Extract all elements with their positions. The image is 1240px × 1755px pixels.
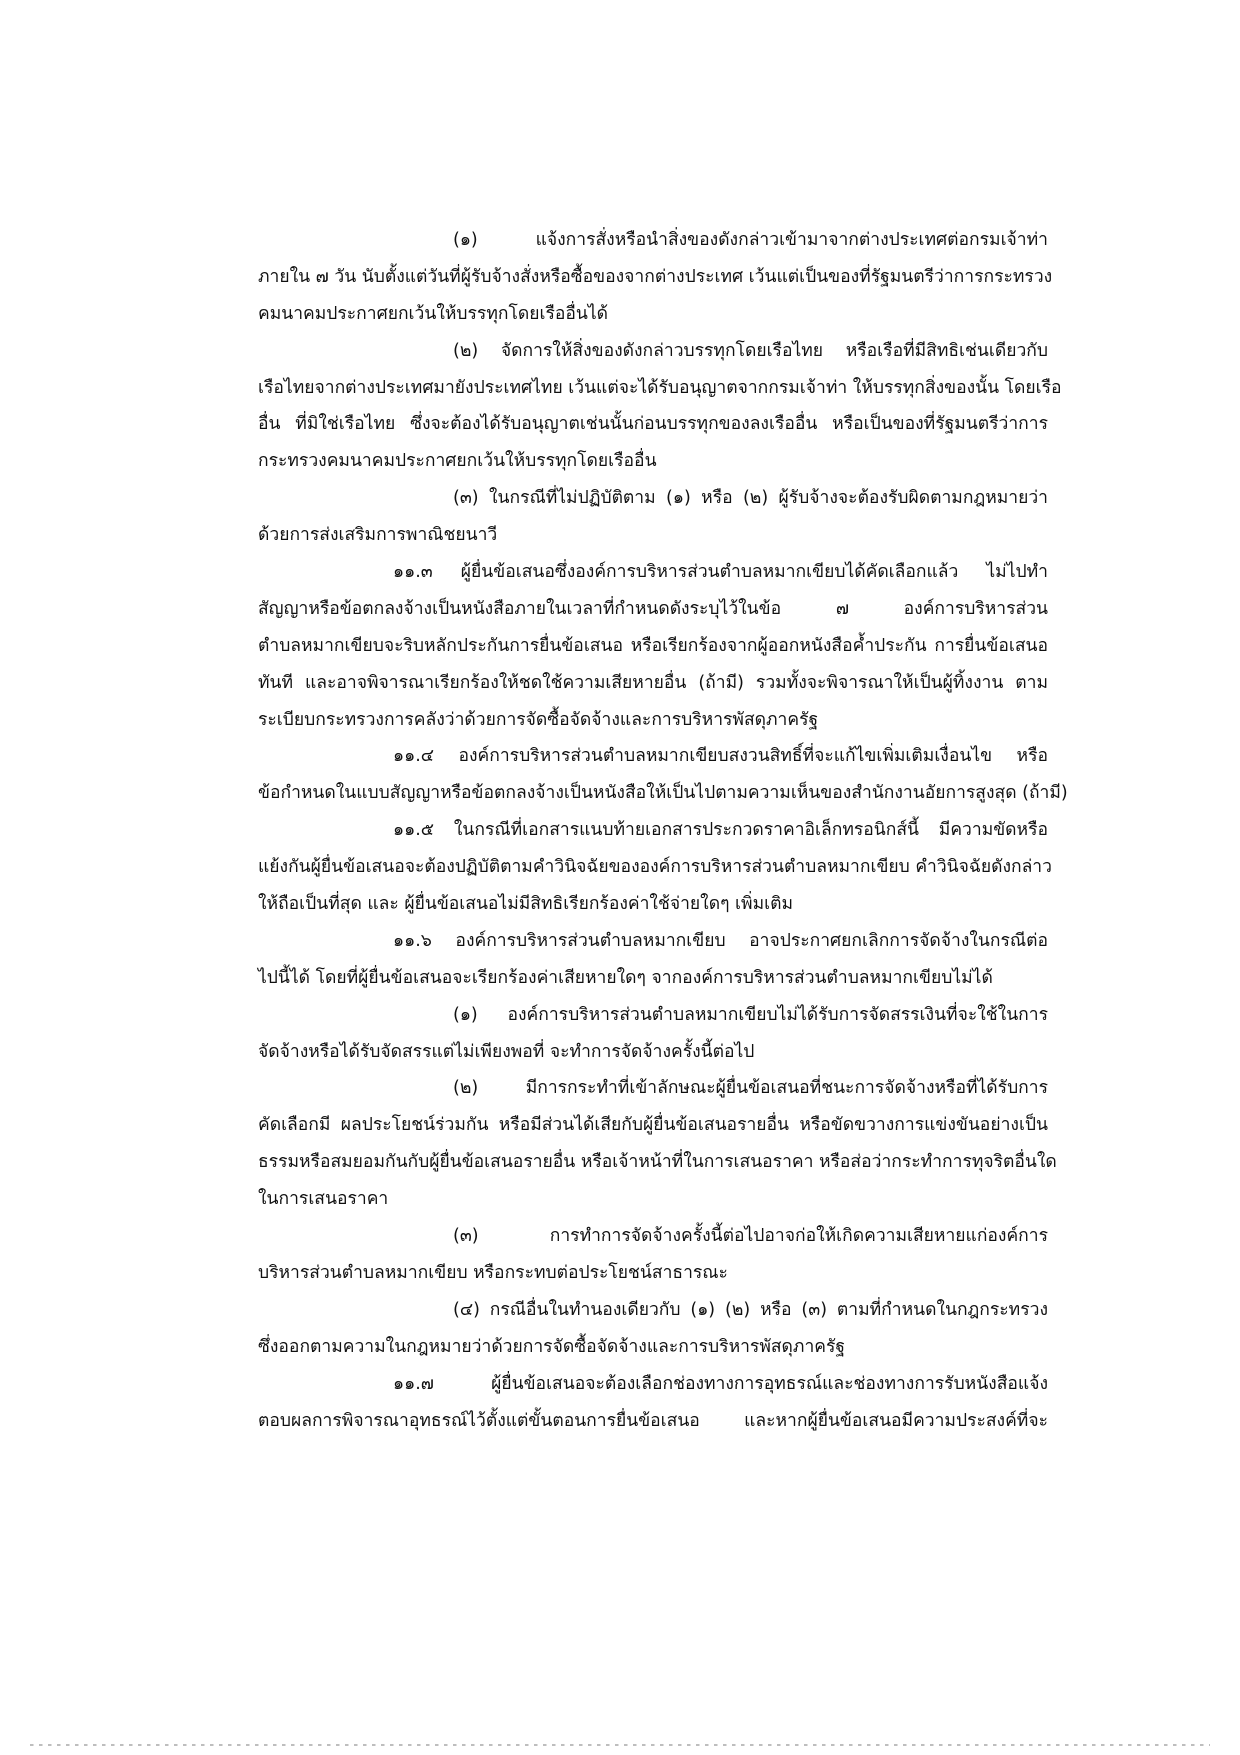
document-line: ระเบียบกระทรวงการคลังว่าด้วยการจัดซื้อจัดจ้างและการบริหารพัสดุภาครัฐ xyxy=(258,709,819,730)
document-line: ให้ถือเป็นที่สุด และ ผู้ยื่นข้อเสนอไม่มีสิทธิเรียกร้องค่าใช้จ่ายใดๆ เพิ่มเติม xyxy=(258,894,793,915)
document-line: คมนาคมประกาศยกเว้นให้บรรทุกโดยเรืออื่นได้ xyxy=(258,303,608,324)
document-line: ๑๑.๓ ผู้ยื่นข้อเสนอซึ่งองค์การบริหารส่วนตำบลหมากเขียบได้คัดเลือกแล้ว ไม่ไปทำ xyxy=(393,562,1048,583)
document-line: ในการเสนอราคา xyxy=(258,1189,389,1210)
document-line: บริหารส่วนตำบลหมากเขียบ หรือกระทบต่อประโยชน์สาธารณะ xyxy=(258,1262,728,1283)
document-line: ๑๑.๔ องค์การบริหารส่วนตำบลหมากเขียบสงวนสิทธิ์ที่จะแก้ไขเพิ่มเติมเงื่อนไข หรือ xyxy=(393,746,1048,767)
document-line: (๒) จัดการให้สิ่งของดังกล่าวบรรทุกโดยเรือไทย หรือเรือที่มีสิทธิเช่นเดียวกับ xyxy=(453,340,1048,361)
document-line: (๓) ในกรณีที่ไม่ปฏิบัติตาม (๑) หรือ (๒) ผู้รับจ้างจะต้องรับผิดตามกฎหมายว่า xyxy=(453,488,1048,509)
document-body xyxy=(258,222,1068,1439)
document-line: (๒) มีการกระทำที่เข้าลักษณะผู้ยื่นข้อเสนอที่ชนะการจัดจ้างหรือที่ได้รับการ xyxy=(453,1078,1048,1099)
document-line: (๔) กรณีอื่นในทำนองเดียวกับ (๑) (๒) หรือ (๓) ตามที่กำหนดในกฎกระทรวง xyxy=(453,1299,1048,1320)
document-line: ด้วยการส่งเสริมการพาณิชยนาวี xyxy=(258,525,498,546)
document-line: ทันที และอาจพิจารณาเรียกร้องให้ชดใช้ความเสียหายอื่น (ถ้ามี) รวมทั้งจะพิจารณาให้เป็นผู้ทิ้งงาน ตาม xyxy=(258,672,1048,693)
document-line: คัดเลือกมี ผลประโยชน์ร่วมกัน หรือมีส่วนได้เสียกับผู้ยื่นข้อเสนอรายอื่น หรือขัดขวางการแข่งขันอย่างเป็น xyxy=(258,1115,1048,1136)
document-line: จัดจ้างหรือได้รับจัดสรรแต่ไม่เพียงพอที่ จะทำการจัดจ้างครั้งนี้ต่อไป xyxy=(258,1041,755,1062)
document-line: ไปนี้ได้ โดยที่ผู้ยื่นข้อเสนอจะเรียกร้องค่าเสียหายใดๆ จากองค์การบริหารส่วนตำบลหมากเขียบไม่ได้ xyxy=(258,967,993,988)
document-line: ธรรมหรือสมยอมกันกับผู้ยื่นข้อเสนอรายอื่น หรือเจ้าหน้าที่ในการเสนอราคา หรือส่อว่ากระทำการทุจริตอื่นใด xyxy=(258,1152,1057,1173)
document-line: ๑๑.๕ ในกรณีที่เอกสารแนบท้ายเอกสารประกวดราคาอิเล็กทรอนิกส์นี้ มีความขัดหรือ xyxy=(393,820,1048,841)
document-line: แย้งกันผู้ยื่นข้อเสนอจะต้องปฏิบัติตามคำวินิจฉัยขององค์การบริหารส่วนตำบลหมากเขียบ คำวินิจฉัยดังกล่าว xyxy=(258,857,1052,878)
document-line: ๑๑.๗ ผู้ยื่นข้อเสนอจะต้องเลือกช่องทางการอุทธรณ์และช่องทางการรับหนังสือแจ้ง xyxy=(393,1373,1048,1394)
scan-edge-artifact xyxy=(30,1744,1210,1746)
document-line: ภายใน ๗ วัน นับตั้งแต่วันที่ผู้รับจ้างสั่งหรือซื้อของจากต่างประเทศ เว้นแต่เป็นของที่รัฐมนตรีว่าการกระทรวง xyxy=(258,266,1053,287)
document-line: ข้อกำหนดในแบบสัญญาหรือข้อตกลงจ้างเป็นหนังสือให้เป็นไปตามความเห็นของสำนักงานอัยการสูงสุด (ถ้ามี) xyxy=(258,783,1068,804)
document-line: กระทรวงคมนาคมประกาศยกเว้นให้บรรทุกโดยเรืออื่น xyxy=(258,451,657,472)
document-line: (๑) องค์การบริหารส่วนตำบลหมากเขียบไม่ได้รับการจัดสรรเงินที่จะใช้ในการ xyxy=(453,1004,1048,1025)
document-line: (๑) แจ้งการสั่งหรือนำสิ่งของดังกล่าวเข้ามาจากต่างประเทศต่อกรมเจ้าท่า xyxy=(453,230,1048,250)
document-line: (๓) การทำการจัดจ้างครั้งนี้ต่อไปอาจก่อให้เกิดความเสียหายแก่องค์การ xyxy=(453,1226,1048,1247)
document-line: สัญญาหรือข้อตกลงจ้างเป็นหนังสือภายในเวลาที่กำหนดดังระบุไว้ในข้อ ๗ องค์การบริหารส่วน xyxy=(258,598,1048,619)
document-line: ตำบลหมากเขียบจะริบหลักประกันการยื่นข้อเสนอ หรือเรียกร้องจากผู้ออกหนังสือค้ำประกัน การยื่นข้อเสนอ xyxy=(258,635,1048,656)
document-line: เรือไทยจากต่างประเทศมายังประเทศไทย เว้นแต่จะได้รับอนุญาตจากกรมเจ้าท่า ให้บรรทุกสิ่งของนั้น โดยเรือ xyxy=(258,377,1062,398)
document-line: ๑๑.๖ องค์การบริหารส่วนตำบลหมากเขียบ อาจประกาศยกเลิกการจัดจ้างในกรณีต่อ xyxy=(393,930,1048,951)
document-line: ตอบผลการพิจารณาอุทธรณ์ไว้ตั้งแต่ขั้นตอนการยื่นข้อเสนอ และหากผู้ยื่นข้อเสนอมีความประสงค์ที่จะ xyxy=(258,1410,1048,1431)
document-line: อื่น ที่มิใช่เรือไทย ซึ่งจะต้องได้รับอนุญาตเช่นนั้นก่อนบรรทุกของลงเรืออื่น หรือเป็นของที่รัฐมนตรีว่าการ xyxy=(258,414,1048,435)
document-line: ซึ่งออกตามความในกฎหมายว่าด้วยการจัดซื้อจัดจ้างและการบริหารพัสดุภาครัฐ xyxy=(258,1336,846,1357)
